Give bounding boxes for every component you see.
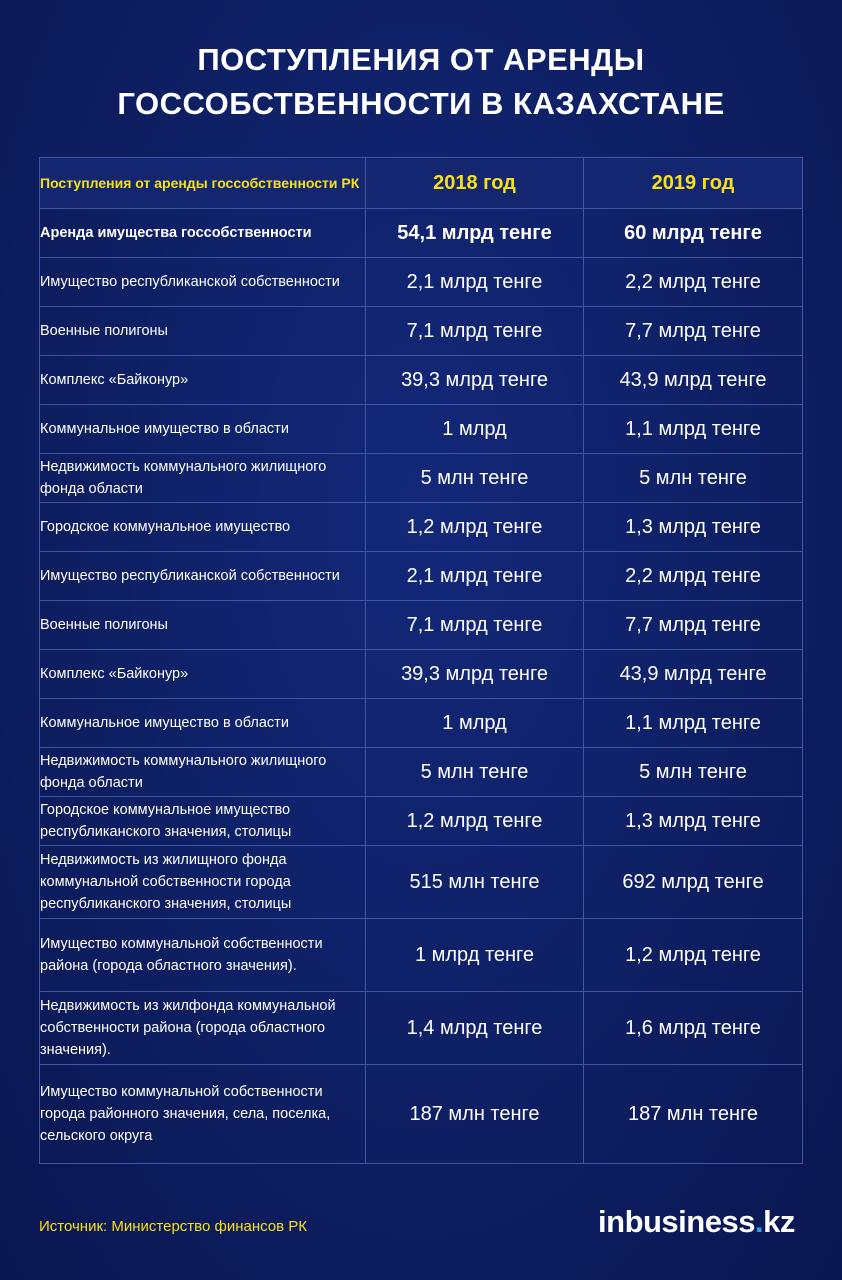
table-row bbox=[40, 258, 803, 307]
value-2019: 1,1 млрд тенге bbox=[584, 699, 803, 748]
value-2018: 187 млн тенге bbox=[366, 1065, 584, 1164]
brand-logo[interactable] bbox=[598, 1204, 795, 1240]
title-line-2: ГОССОБСТВЕННОСТИ В КАЗАХСТАНЕ bbox=[117, 86, 725, 121]
value-2019: 43,9 млрд тенге bbox=[584, 650, 803, 699]
table-row bbox=[40, 209, 803, 258]
row-label: Военные полигоны bbox=[40, 601, 366, 650]
table-header-row bbox=[40, 158, 803, 209]
value-2018: 1 млрд bbox=[366, 699, 584, 748]
table-row bbox=[40, 797, 803, 846]
value-2018: 515 млн тенге bbox=[366, 846, 584, 919]
value-2019: 187 млн тенге bbox=[584, 1065, 803, 1164]
value-2018: 1 млрд bbox=[366, 405, 584, 454]
value-2019: 2,2 млрд тенге bbox=[584, 552, 803, 601]
page-title bbox=[0, 38, 842, 126]
row-label: Городское коммунальное имущество республиканского значения, столицы bbox=[40, 797, 366, 846]
value-2018: 39,3 млрд тенге bbox=[366, 650, 584, 699]
value-2019: 1,6 млрд тенге bbox=[584, 992, 803, 1065]
header-2019: 2019 год bbox=[584, 158, 803, 209]
value-2019: 1,3 млрд тенге bbox=[584, 503, 803, 552]
row-label: Аренда имущества госсобственности bbox=[40, 209, 366, 258]
value-2019: 5 млн тенге bbox=[584, 454, 803, 503]
value-2018: 2,1 млрд тенге bbox=[366, 552, 584, 601]
value-2018: 54,1 млрд тенге bbox=[366, 209, 584, 258]
value-2019: 1,3 млрд тенге bbox=[584, 797, 803, 846]
header-category: Поступления от аренды госсобственности РК bbox=[40, 158, 366, 209]
brand-dot: . bbox=[754, 1204, 764, 1239]
value-2019: 692 млрд тенге bbox=[584, 846, 803, 919]
row-label: Недвижимость коммунального жилищного фонда области bbox=[40, 748, 366, 797]
row-label: Коммунальное имущество в области bbox=[40, 699, 366, 748]
row-label: Городское коммунальное имущество bbox=[40, 503, 366, 552]
table-row bbox=[40, 503, 803, 552]
value-2018: 2,1 млрд тенге bbox=[366, 258, 584, 307]
table-row bbox=[40, 1065, 803, 1164]
row-label: Военные полигоны bbox=[40, 307, 366, 356]
table-row bbox=[40, 454, 803, 503]
table-row bbox=[40, 552, 803, 601]
value-2018: 7,1 млрд тенге bbox=[366, 307, 584, 356]
brand-in: in bbox=[598, 1204, 625, 1239]
header-2018: 2018 год bbox=[366, 158, 584, 209]
row-label: Комплекс «Байконур» bbox=[40, 650, 366, 699]
value-2018: 1 млрд тенге bbox=[366, 919, 584, 992]
value-2019: 5 млн тенге bbox=[584, 748, 803, 797]
row-label: Имущество коммунальной собственности района (города областного значения). bbox=[40, 919, 366, 992]
value-2019: 60 млрд тенге bbox=[584, 209, 803, 258]
value-2018: 39,3 млрд тенге bbox=[366, 356, 584, 405]
value-2018: 5 млн тенге bbox=[366, 454, 584, 503]
row-label: Комплекс «Байконур» bbox=[40, 356, 366, 405]
row-label: Недвижимость из жилищного фонда коммунальной собственности города республиканского значения, столицы bbox=[40, 846, 366, 919]
source-note: Источник: Министерство финансов РК bbox=[39, 1218, 307, 1235]
value-2019: 43,9 млрд тенге bbox=[584, 356, 803, 405]
title-line-1: ПОСТУПЛЕНИЯ ОТ АРЕНДЫ bbox=[197, 42, 645, 77]
row-label: Недвижимость коммунального жилищного фонда области bbox=[40, 454, 366, 503]
revenue-table bbox=[39, 157, 803, 1164]
table-row bbox=[40, 992, 803, 1065]
value-2019: 2,2 млрд тенге bbox=[584, 258, 803, 307]
row-label: Имущество республиканской собственности bbox=[40, 258, 366, 307]
table-row bbox=[40, 748, 803, 797]
table-row bbox=[40, 405, 803, 454]
table-row bbox=[40, 919, 803, 992]
value-2018: 1,2 млрд тенге bbox=[366, 503, 584, 552]
value-2019: 7,7 млрд тенге bbox=[584, 307, 803, 356]
value-2018: 5 млн тенге bbox=[366, 748, 584, 797]
brand-kz: kz bbox=[763, 1204, 795, 1239]
row-label: Имущество коммунальной собственности города районного значения, села, поселка, сельского округа bbox=[40, 1065, 366, 1164]
value-2018: 1,4 млрд тенге bbox=[366, 992, 584, 1065]
table-row bbox=[40, 601, 803, 650]
value-2019: 1,2 млрд тенге bbox=[584, 919, 803, 992]
value-2019: 7,7 млрд тенге bbox=[584, 601, 803, 650]
table-row bbox=[40, 699, 803, 748]
table-row bbox=[40, 307, 803, 356]
table-row bbox=[40, 356, 803, 405]
row-label: Недвижимость из жилфонда коммунальной собственности района (города областного значения). bbox=[40, 992, 366, 1065]
table-row bbox=[40, 650, 803, 699]
value-2018: 7,1 млрд тенге bbox=[366, 601, 584, 650]
table-row bbox=[40, 846, 803, 919]
value-2018: 1,2 млрд тенге bbox=[366, 797, 584, 846]
row-label: Коммунальное имущество в области bbox=[40, 405, 366, 454]
row-label: Имущество республиканской собственности bbox=[40, 552, 366, 601]
value-2019: 1,1 млрд тенге bbox=[584, 405, 803, 454]
brand-business: business bbox=[624, 1204, 755, 1239]
